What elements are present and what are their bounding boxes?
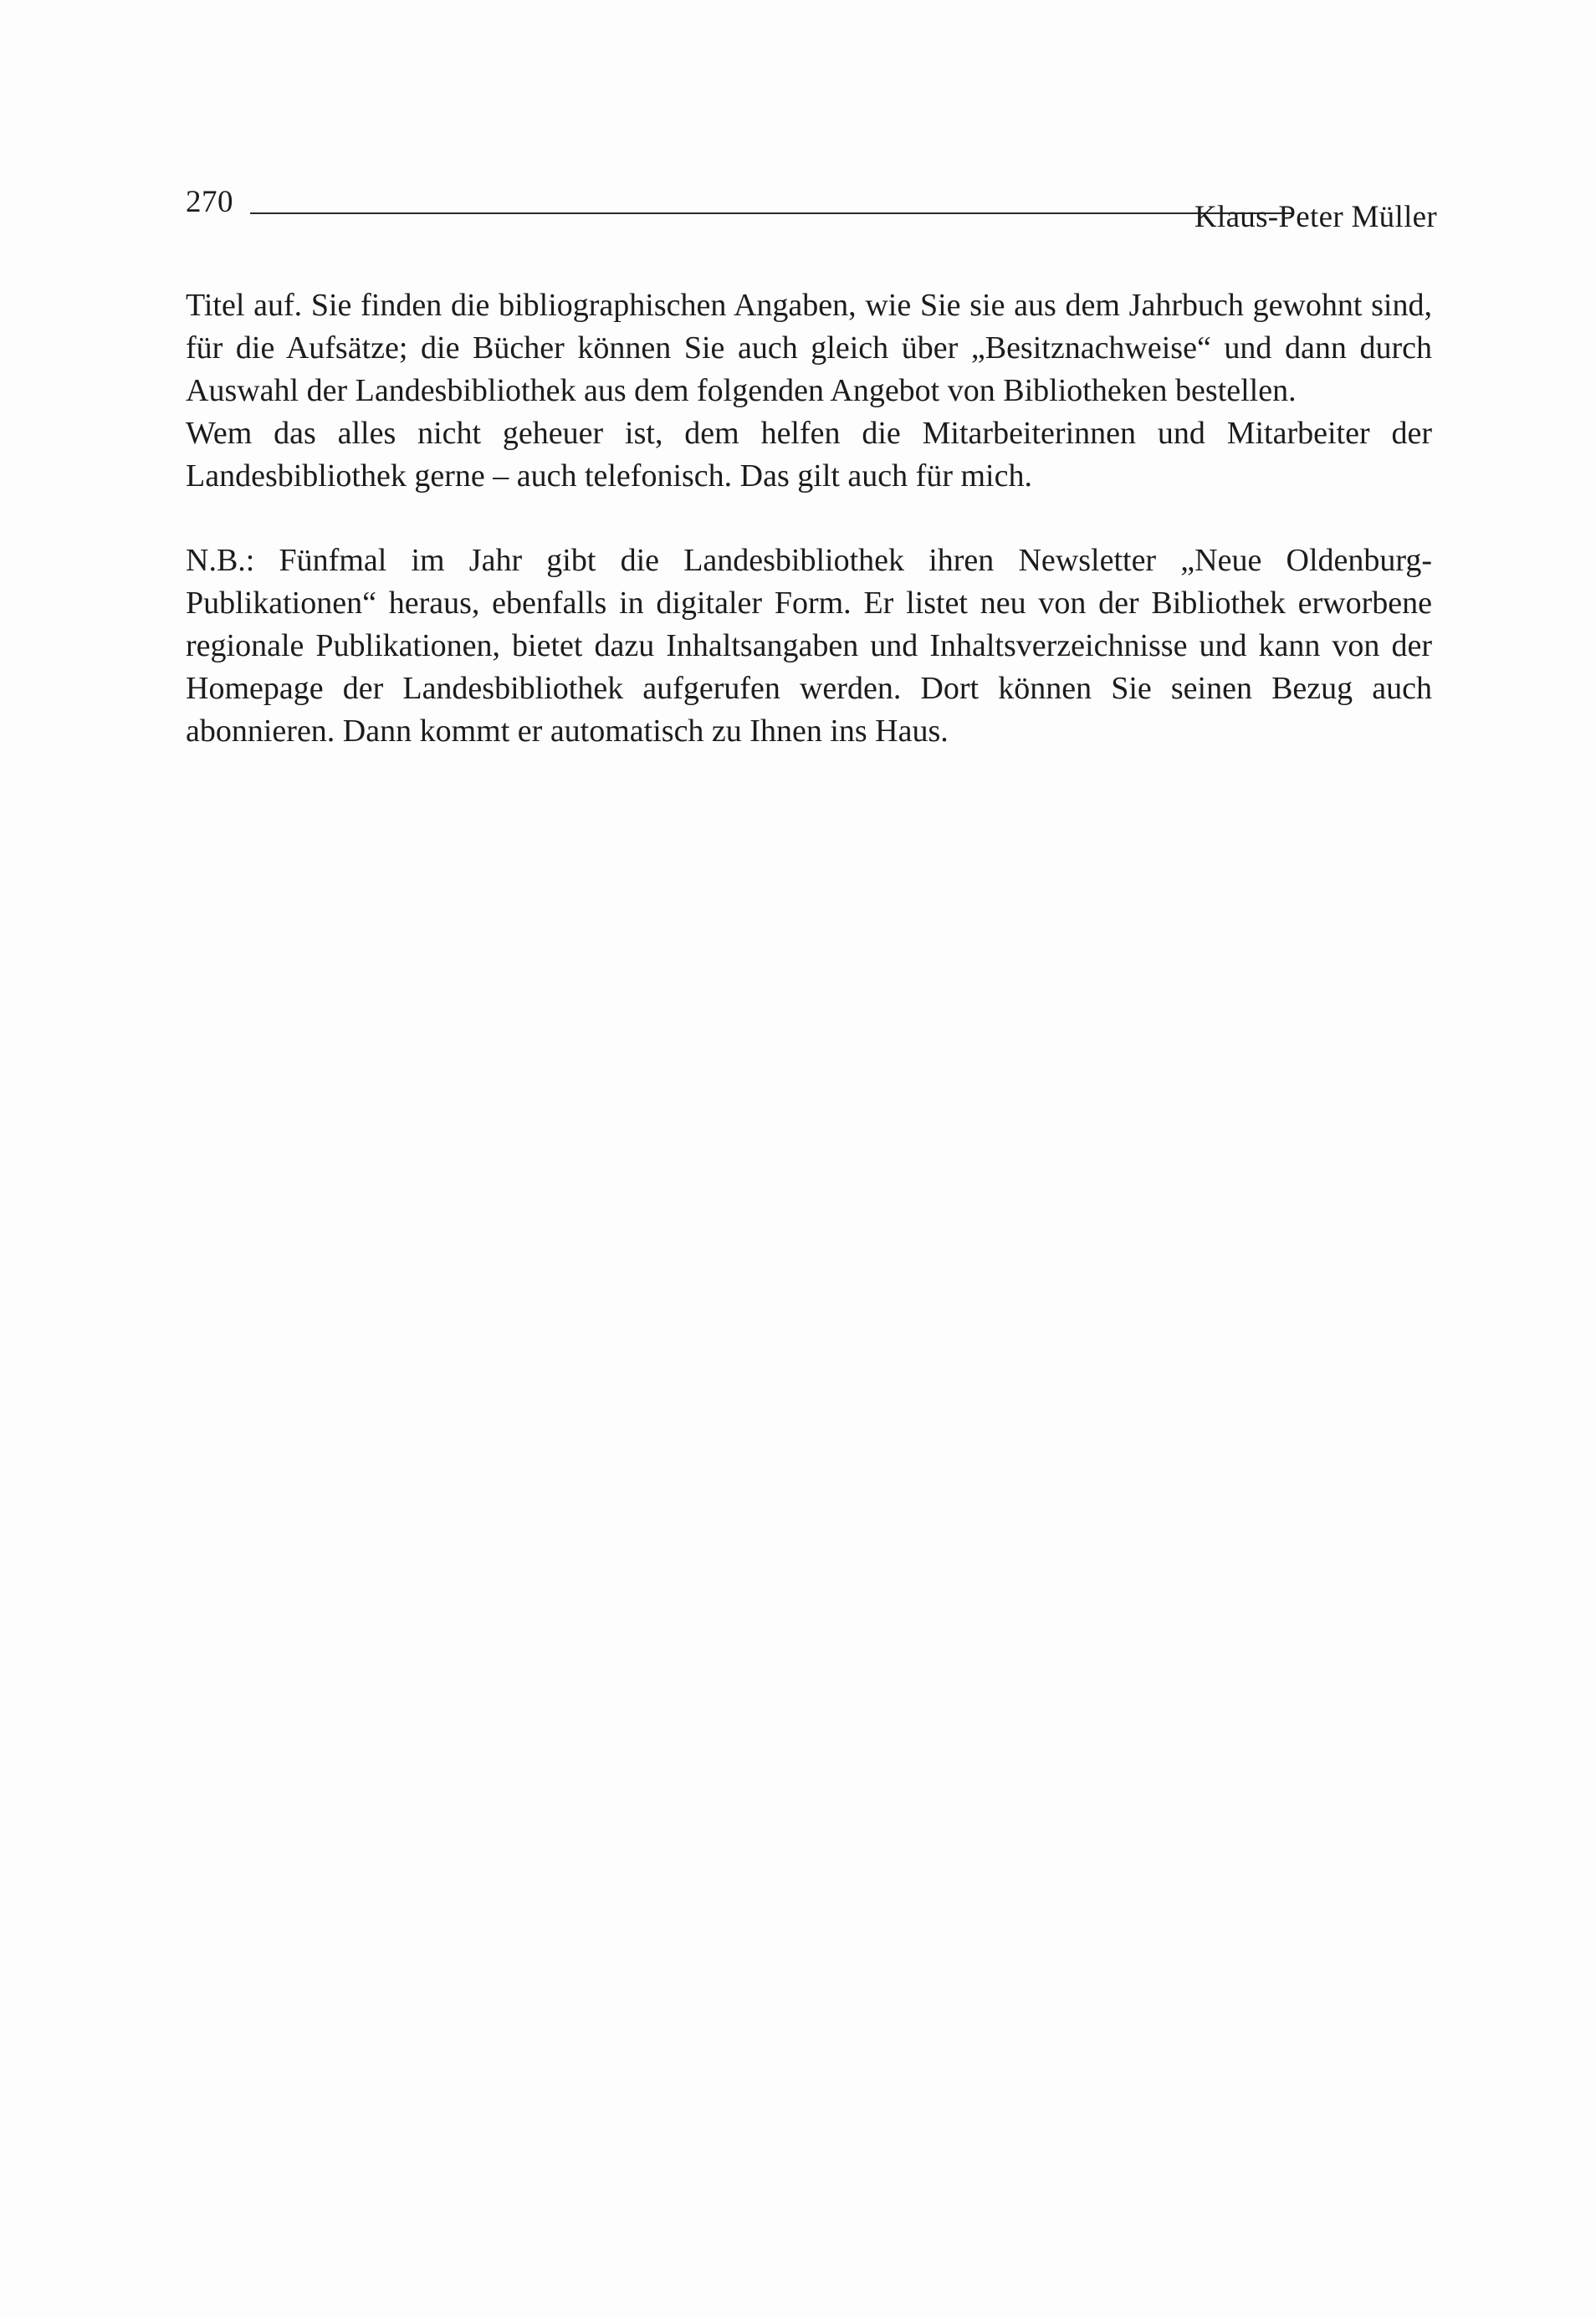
body-text: [186, 284, 1432, 753]
running-head: [186, 182, 1437, 233]
paragraph: Wem das alles nicht geheuer ist, dem helfen die Mitarbeiterinnen und Mitarbeiter der Landesbibliothek gerne – auch telefonisch. Das gilt auch für mich.: [186, 416, 1432, 494]
header-rule: [250, 212, 1292, 214]
paragraph: Titel auf. Sie finden die bibliographischen Angaben, wie Sie sie aus dem Jahrbuch gewohnt sind, für die Aufsätze; die Bücher können Sie auch gleich über „Besitznachweise“ und dann durch Auswahl der Landesbibliothek aus dem folgenden Angebot von Bibliotheken bestellen.: [186, 288, 1432, 408]
running-head-author: Klaus-Peter Müller: [1194, 200, 1437, 234]
page-number: 270: [186, 185, 233, 219]
paragraph-note: N.B.: Fünfmal im Jahr gibt die Landesbibliothek ihren Newsletter „Neue Oldenburg-Publikationen“ heraus, ebenfalls in digitaler Form. Er listet neu von der Bibliothek erworbene regionale Publikationen, bietet dazu Inhaltsangaben und Inhaltsverzeichnisse und kann von der Homepage der Landesbibliothek aufgerufen werden. Dort können Sie seinen Bezug auch abonnieren. Dann kommt er automatisch zu Ihnen ins Haus.: [186, 543, 1432, 749]
